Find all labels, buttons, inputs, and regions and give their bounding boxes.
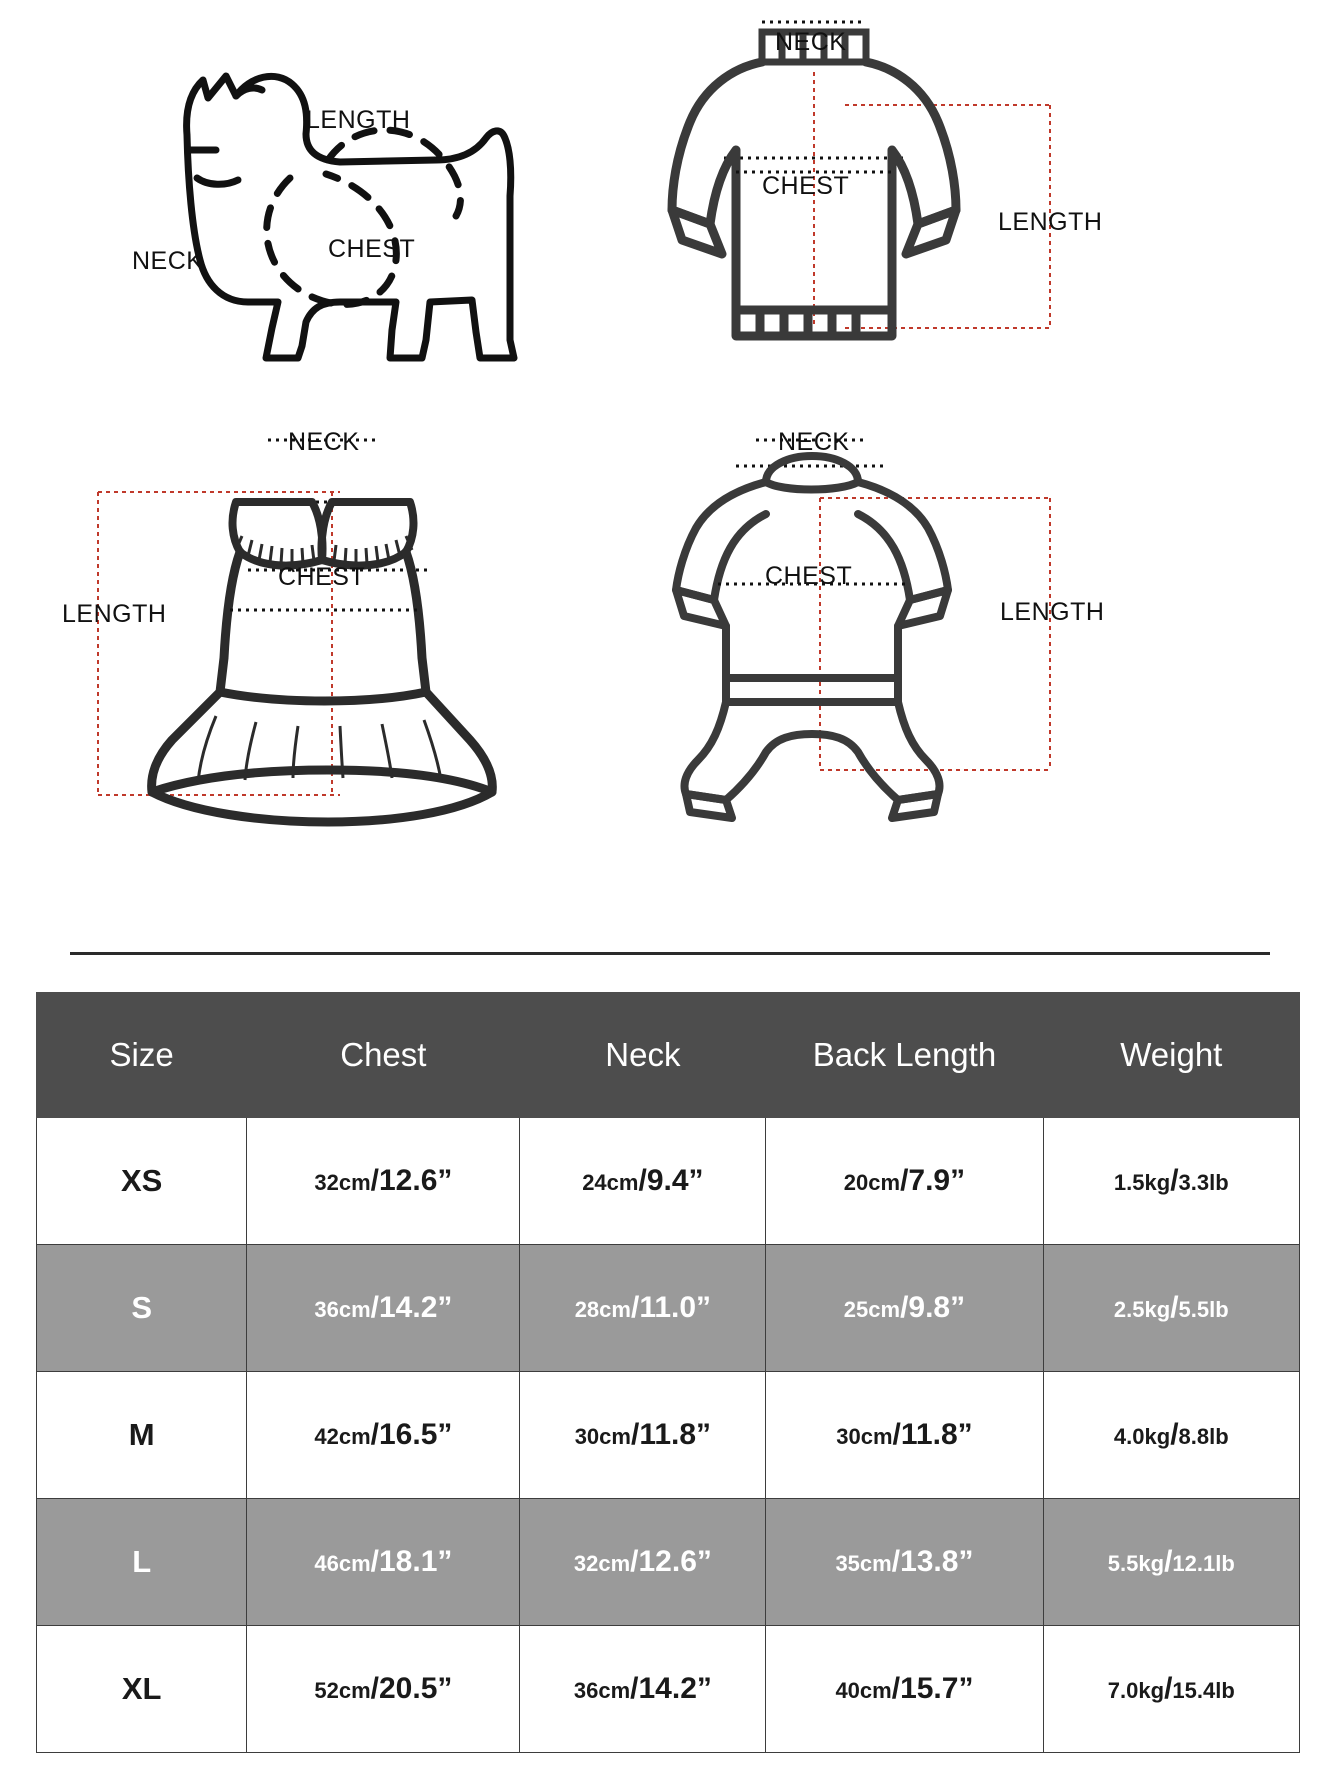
pajama-chest-label: CHEST xyxy=(765,562,853,590)
cell-weight: 1.5kg/3.3lb xyxy=(1043,1118,1299,1245)
table-row xyxy=(37,1372,1300,1499)
cell-neck: 36cm/14.2” xyxy=(520,1626,766,1753)
size-chart-table xyxy=(36,992,1300,1753)
cell-back-length: 30cm/11.8” xyxy=(766,1372,1043,1499)
cell-size: L xyxy=(37,1499,247,1626)
cell-back-length: 20cm/7.9” xyxy=(766,1118,1043,1245)
dress-length-label: LENGTH xyxy=(62,600,167,628)
cell-back-length: 25cm/9.8” xyxy=(766,1245,1043,1372)
pajama-length-label: LENGTH xyxy=(1000,598,1105,626)
dog-outline-icon xyxy=(40,10,660,430)
section-divider xyxy=(70,952,1270,955)
header-neck: Neck xyxy=(520,993,766,1118)
sweater-neck-label: NECK xyxy=(775,28,847,56)
cell-neck: 30cm/11.8” xyxy=(520,1372,766,1499)
cell-chest: 52cm/20.5” xyxy=(247,1626,520,1753)
cell-size: M xyxy=(37,1372,247,1499)
cell-size: XL xyxy=(37,1626,247,1753)
dog-neck-label: NECK xyxy=(132,247,204,275)
dress-chest-label: CHEST xyxy=(278,563,366,591)
cell-neck: 32cm/12.6” xyxy=(520,1499,766,1626)
header-back-length: Back Length xyxy=(766,993,1043,1118)
cell-back-length: 40cm/15.7” xyxy=(766,1626,1043,1753)
cell-neck: 24cm/9.4” xyxy=(520,1118,766,1245)
dog-measurement-diagram xyxy=(40,10,660,430)
table-row xyxy=(37,1245,1300,1372)
header-size: Size xyxy=(37,993,247,1118)
cell-chest: 36cm/14.2” xyxy=(247,1245,520,1372)
table-row xyxy=(37,1499,1300,1626)
sweater-outline-icon xyxy=(670,10,1310,430)
cell-chest: 42cm/16.5” xyxy=(247,1372,520,1499)
sweater-measurement-diagram xyxy=(670,10,1310,430)
dress-outline-icon xyxy=(40,440,660,870)
dress-neck-label: NECK xyxy=(288,428,360,456)
dress-measurement-diagram xyxy=(40,428,660,870)
pajama-neck-label: NECK xyxy=(778,428,850,456)
dog-length-label: LENGTH xyxy=(306,106,411,134)
cell-size: XS xyxy=(37,1118,247,1245)
table-header-row xyxy=(37,993,1300,1118)
cell-size: S xyxy=(37,1245,247,1372)
sweater-length-label: LENGTH xyxy=(998,208,1103,236)
pajama-outline-icon xyxy=(670,440,1310,870)
table-row xyxy=(37,1118,1300,1245)
sweater-chest-label: CHEST xyxy=(762,172,850,200)
cell-weight: 2.5kg/5.5lb xyxy=(1043,1245,1299,1372)
header-chest: Chest xyxy=(247,993,520,1118)
cell-weight: 5.5kg/12.1lb xyxy=(1043,1499,1299,1626)
header-weight: Weight xyxy=(1043,993,1299,1118)
pajama-measurement-diagram xyxy=(670,428,1310,870)
table-row xyxy=(37,1626,1300,1753)
cell-chest: 46cm/18.1” xyxy=(247,1499,520,1626)
cell-chest: 32cm/12.6” xyxy=(247,1118,520,1245)
cell-weight: 7.0kg/15.4lb xyxy=(1043,1626,1299,1753)
dog-chest-label: CHEST xyxy=(328,235,416,263)
cell-neck: 28cm/11.0” xyxy=(520,1245,766,1372)
cell-back-length: 35cm/13.8” xyxy=(766,1499,1043,1626)
cell-weight: 4.0kg/8.8lb xyxy=(1043,1372,1299,1499)
